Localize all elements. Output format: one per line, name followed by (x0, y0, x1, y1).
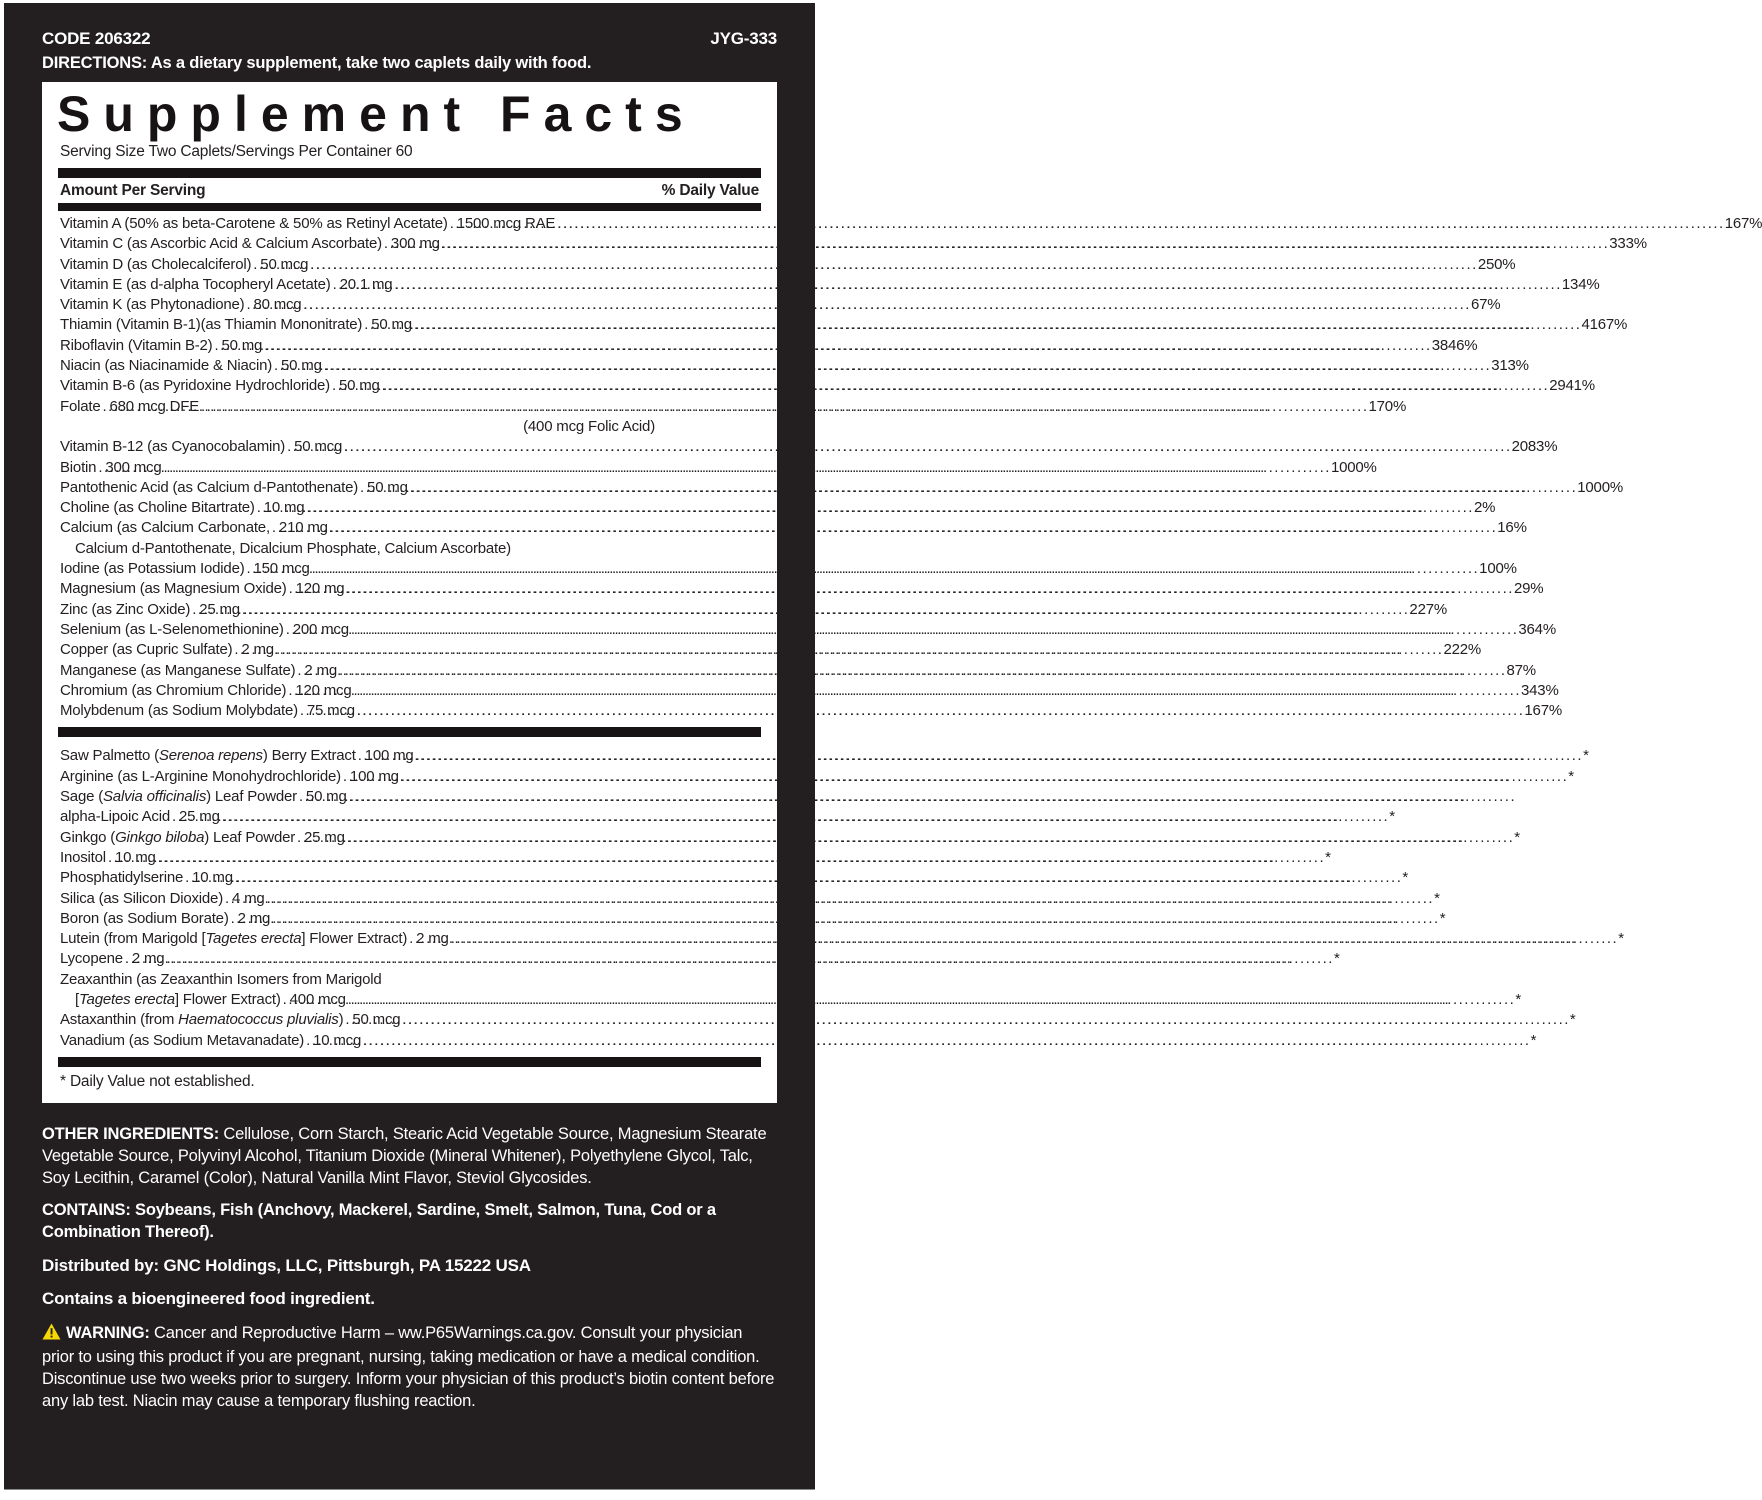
dot-leader (555, 214, 1725, 234)
table-row (60, 1031, 1537, 1051)
row-name: Phosphatidylserine (60, 869, 184, 887)
dot-leader (164, 949, 1334, 969)
product-code: CODE 206322 (42, 29, 151, 48)
dot-leader (349, 620, 1519, 640)
row-daily-value: 67% (1470, 296, 1501, 314)
table-row (60, 949, 1340, 969)
daily-value-header: % Daily Value (661, 182, 759, 199)
table-row (60, 234, 1647, 254)
table-row (60, 275, 1600, 295)
row-daily-value: 100% (1479, 560, 1517, 578)
dot-leader (355, 701, 1525, 721)
divider-bar (58, 168, 761, 178)
section-divider-bar (58, 727, 761, 737)
row-amount: 80 mcg (253, 296, 302, 314)
divider-bar (58, 203, 761, 211)
table-row (60, 929, 1624, 949)
table-row (60, 539, 759, 559)
row-amount: 200 mcg (292, 620, 349, 638)
row-amount: 75 mcg (306, 702, 355, 720)
row-name: Vitamin D (as Cholecalciferol) (60, 255, 252, 273)
table-row (60, 336, 1478, 356)
footer-divider-bar (58, 1057, 761, 1067)
table-row (60, 787, 759, 807)
row-name: [Tagetes erecta] Flower Extract) (75, 990, 281, 1008)
botanical-table (58, 743, 1624, 1050)
row-name: Saw Palmetto (Serenoa repens) Berry Extract (60, 747, 356, 765)
dot-leader (328, 518, 1498, 538)
row-amount: 2 mg (416, 930, 449, 948)
dot-leader (310, 559, 1480, 579)
row-text: Zeaxanthin (as Zeaxanthin Isomers from Marigold (60, 970, 382, 988)
other-ingredients (42, 1123, 777, 1189)
sku-code: JYG-333 (710, 29, 777, 48)
row-daily-value: 87% (1506, 661, 1536, 679)
row-amount: 10 mg (263, 499, 305, 517)
serving-size: Serving Size Two Caplets/Servings Per Container 60 (60, 143, 413, 160)
row-name: Silica (as Silicon Dioxide) (60, 889, 223, 907)
row-daily-value: 167% (1524, 702, 1562, 720)
table-row (60, 620, 1556, 640)
row-amount: 20.1 mg (339, 275, 393, 293)
row-name: Vitamin A (50% as beta-Carotene & 50% as Retinyl Acetate) (60, 215, 448, 232)
row-daily-value: * (1515, 990, 1521, 1008)
contains-label: CONTAINS: (42, 1200, 131, 1219)
row-daily-value: 134% (1561, 275, 1600, 293)
row-name: Lycopene (60, 950, 123, 968)
row-amount: 2 mg (237, 909, 271, 927)
table-row (60, 746, 1589, 766)
row-daily-value: 2941% (1549, 377, 1595, 395)
row-name: Selenium (as L-Selenomethionine) (60, 620, 284, 638)
directions-text: As a dietary supplement, take two caplets daily with food. (147, 54, 592, 72)
row-daily-value: 3846% (1431, 336, 1478, 354)
row-amount: 50 mg (221, 336, 263, 354)
table-row (60, 315, 1628, 335)
row-amount: 680 mcg DFE (109, 397, 199, 415)
dot-leader (344, 579, 1514, 599)
table-row (60, 437, 1558, 457)
dot-leader (342, 437, 1512, 457)
row-name: Boron (as Sodium Borate) (60, 909, 229, 927)
table-row (60, 579, 1544, 599)
row-amount: 10 mg (114, 848, 156, 866)
dot-leader (265, 889, 1435, 909)
row-amount: 1500 mcg RAE (456, 215, 556, 232)
row-amount: 400 mcg (289, 990, 346, 1008)
contains-allergens (42, 1199, 777, 1243)
row-amount: 300 mcg (105, 458, 162, 476)
row-name: Molybdenum (as Sodium Molybdate) (60, 702, 298, 720)
row-name: Astaxanthin (from Haematococcus pluvialis) (60, 1011, 344, 1029)
row-amount: 2 mg (241, 641, 274, 659)
warning-label: WARNING: (66, 1323, 150, 1342)
row-amount: 100 mg (364, 747, 414, 765)
contains-text: Soybeans, Fish (Anchovy, Mackerel, Sardine, Smelt, Salmon, Tuna, Cod or a Combination Thereof). (42, 1200, 716, 1241)
row-name: Vitamin C (as Ascorbic Acid & Calcium Ascorbate) (60, 235, 382, 253)
row-name: Niacin (as Niacinamide & Niacin) (60, 357, 273, 375)
nutrient-table (58, 211, 1762, 721)
table-row (60, 478, 1623, 498)
row-name: Manganese (as Manganese Sulfate) (60, 661, 296, 679)
row-daily-value: 343% (1521, 681, 1559, 699)
table-row (60, 356, 1529, 376)
supplement-facts-title: Supplement Facts (57, 86, 696, 142)
table-row (60, 848, 1331, 868)
table-row (60, 868, 1409, 888)
row-amount: 50 mcg (294, 438, 343, 456)
table-row (60, 681, 1559, 701)
row-amount: 10 mg (192, 869, 233, 887)
dot-leader (345, 828, 1515, 848)
table-row (60, 295, 1501, 315)
row-text: Calcium d-Pantothenate, Dicalcium Phosphate, Calcium Ascorbate) (75, 539, 511, 557)
dot-leader (414, 746, 1584, 766)
dot-leader (270, 909, 1440, 929)
row-daily-value: * (1530, 1031, 1537, 1049)
row-daily-value: 1000% (1577, 478, 1623, 496)
dot-leader (233, 868, 1403, 888)
row-amount: 100 mg (349, 767, 399, 785)
row-amount: 25 mg (179, 808, 220, 826)
table-row (60, 990, 1521, 1010)
row-amount: 50 mg (338, 377, 380, 395)
dot-leader (400, 1010, 1570, 1030)
dot-leader (347, 787, 1517, 807)
dot-leader (220, 807, 1390, 827)
directions-label: DIRECTIONS: (42, 54, 148, 72)
row-amount: 50 mg (305, 788, 347, 806)
row-amount: 150 mcg (253, 560, 310, 578)
dot-leader (301, 295, 1471, 315)
daily-value-footnote: * Daily Value not established. (60, 1072, 255, 1090)
row-daily-value: * (1583, 747, 1589, 765)
dot-leader (274, 640, 1444, 660)
table-row (60, 214, 1762, 234)
dot-leader (346, 990, 1516, 1010)
row-name: Pantothenic Acid (as Calcium d-Pantothenate) (60, 478, 359, 496)
table-row (60, 458, 1377, 478)
row-name: Zinc (as Zinc Oxide) (60, 600, 191, 618)
row-daily-value: 313% (1491, 357, 1529, 375)
bioengineered-note: Contains a bioengineered food ingredient. (42, 1288, 375, 1308)
row-name: Copper (as Cupric Sulfate) (60, 641, 233, 659)
table-row (60, 255, 1516, 275)
table-row (60, 600, 1447, 620)
distributed-by: Distributed by: GNC Holdings, LLC, Pittsburgh, PA 15222 USA (42, 1255, 531, 1275)
row-name: Ginkgo (Ginkgo biloba) Leaf Powder (60, 828, 296, 846)
amount-per-serving-header: Amount Per Serving (60, 182, 206, 199)
dot-leader (380, 376, 1550, 396)
row-name: Riboflavin (Vitamin B-2) (60, 336, 213, 354)
row-name: Vitamin E (as d-alpha Tocopheryl Acetate) (60, 275, 331, 293)
row-daily-value: 250% (1477, 255, 1516, 273)
dot-leader (337, 661, 1507, 681)
row-amount: 4 mg (232, 889, 265, 907)
table-row (60, 767, 1574, 787)
row-name: Magnesium (as Magnesium Oxide) (60, 580, 287, 598)
dot-leader (322, 356, 1492, 376)
row-name: Inositol (60, 848, 106, 866)
row-name: alpha-Lipoic Acid (60, 808, 171, 826)
dot-leader (262, 336, 1432, 356)
warning (42, 1322, 777, 1412)
table-row (60, 909, 1446, 929)
table-row (60, 376, 1595, 396)
row-name: Biotin (60, 458, 97, 476)
row-name: Arginine (as L-Arginine Monohydrochloride) (60, 767, 341, 785)
table-row (60, 498, 1496, 518)
row-daily-value: 227% (1409, 600, 1447, 618)
row-name: Thiamin (Vitamin B-1)(as Thiamin Mononitrate) (60, 316, 363, 334)
row-amount: 50 mcg (260, 255, 309, 273)
code-row (42, 29, 777, 49)
dot-leader (156, 848, 1326, 868)
row-daily-value: * (1568, 767, 1574, 785)
row-name: Calcium (as Calcium Carbonate, (60, 519, 270, 537)
row-daily-value: 2083% (1511, 438, 1558, 456)
dot-leader (412, 315, 1582, 335)
row-daily-value: 170% (1368, 397, 1407, 415)
dot-leader (161, 458, 1331, 478)
dot-leader (392, 275, 1562, 295)
row-name: Vanadium (as Sodium Metavanadate) (60, 1031, 305, 1049)
row-amount: 300 mg (390, 235, 440, 253)
table-row (60, 417, 759, 437)
row-name: Vitamin B-6 (as Pyridoxine Hydrochloride) (60, 377, 330, 395)
dot-leader (399, 767, 1569, 787)
table-row (60, 397, 1407, 417)
row-name: Vitamin B-12 (as Cyanocobalamin) (60, 438, 286, 456)
row-name: Choline (as Choline Bitartrate) (60, 499, 255, 517)
row-daily-value: 222% (1443, 641, 1482, 659)
row-amount: 50 mg (367, 478, 408, 496)
table-row (60, 1010, 1576, 1030)
dot-leader (440, 234, 1610, 254)
row-name: Folate (60, 397, 101, 415)
dot-leader (352, 681, 1522, 701)
row-amount: 25 mg (199, 600, 240, 618)
row-amount: 10 mcg (313, 1031, 362, 1049)
table-row (60, 889, 1440, 909)
row-daily-value: * (1439, 909, 1446, 927)
row-daily-value: * (1434, 889, 1440, 907)
warning-triangle-icon (42, 1323, 61, 1346)
dot-leader (308, 255, 1478, 275)
table-row (60, 518, 1527, 538)
row-daily-value: * (1333, 950, 1340, 968)
row-name: Sage (Salvia officinalis) Leaf Powder (60, 788, 297, 806)
row-amount: 120 mg (295, 580, 345, 598)
dot-leader (304, 498, 1474, 518)
row-daily-value: 167% (1724, 215, 1762, 232)
row-daily-value: 16% (1497, 519, 1527, 537)
row-amount: 50 mg (281, 357, 322, 375)
row-daily-value: * (1514, 828, 1520, 846)
dot-leader (408, 478, 1578, 498)
dot-leader (240, 600, 1410, 620)
row-daily-value: 364% (1518, 620, 1556, 638)
row-text: (400 mcg Folic Acid) (523, 417, 655, 435)
row-daily-value: 2% (1473, 499, 1496, 517)
row-daily-value: 4167% (1581, 316, 1628, 334)
table-row (60, 661, 1536, 681)
row-amount: 120 mcg (295, 681, 352, 699)
row-name: Lutein (from Marigold [Tagetes erecta] Flower Extract) (60, 930, 408, 948)
row-daily-value: 1000% (1330, 458, 1377, 476)
table-row (60, 828, 1520, 848)
table-row (60, 807, 1395, 827)
row-amount: 50 mg (371, 316, 412, 334)
row-daily-value: * (1569, 1011, 1576, 1029)
row-name: Iodine (as Potassium Iodide) (60, 560, 245, 578)
supplement-facts-panel (42, 82, 1762, 1103)
row-amount: 50 mcg (352, 1011, 401, 1029)
row-name: Chromium (as Chromium Chloride) (60, 681, 287, 699)
row-daily-value: * (1402, 869, 1409, 887)
table-row (60, 640, 1482, 660)
table-row (60, 701, 1562, 721)
row-daily-value: 29% (1513, 580, 1544, 598)
row-daily-value: * (1389, 808, 1395, 826)
dot-leader (361, 1031, 1531, 1051)
row-name: Vitamin K (as Phytonadione) (60, 296, 245, 314)
column-headers (58, 178, 761, 203)
row-amount: 2 mg (304, 661, 337, 679)
row-amount: 2 mg (131, 950, 165, 968)
table-row (60, 559, 1517, 579)
row-daily-value: * (1618, 930, 1624, 948)
other-ingredients-label: OTHER INGREDIENTS: (42, 1124, 219, 1143)
row-daily-value: 333% (1609, 235, 1647, 253)
warning-text: Cancer and Reproductive Harm – ww.P65Warnings.ca.gov. Consult your physician prior to using this product if you are pregnant, nursing, taking medication or have a medical condition. Discontinue use two weeks prior to surgery. Inform your physician of this product’s biotin content before any lab test. Niacin may cause a temporary flushing reaction. (42, 1323, 775, 1410)
row-daily-value: * (1325, 848, 1331, 866)
row-amount: 210 mg (278, 519, 328, 537)
row-amount: 25 mg (304, 828, 345, 846)
table-row (60, 970, 759, 990)
directions (42, 54, 777, 73)
label-background (4, 3, 1762, 1490)
dot-leader (449, 929, 1619, 949)
other-ingredients-text: Cellulose, Corn Starch, Stearic Acid Vegetable Source, Magnesium Stearate Vegetable Source, Polyvinyl Alcohol, Titanium Dioxide (Mineral Whitener), Polyethylene Glycol, Talc, Soy Lecithin, Caramel (Color), Natural Vanilla Mint Flavor, Steviol Glycosides. (42, 1124, 767, 1187)
dot-leader (199, 397, 1369, 417)
